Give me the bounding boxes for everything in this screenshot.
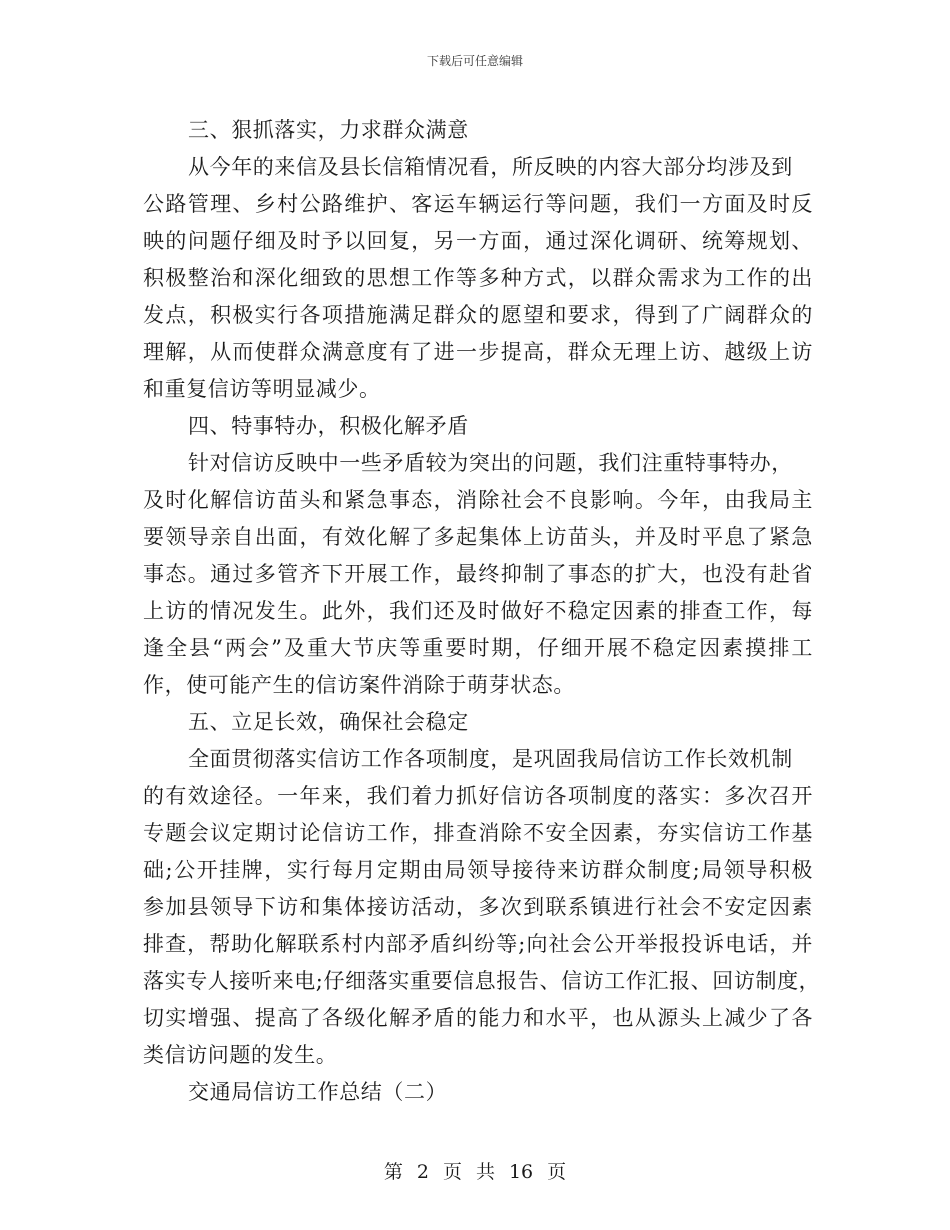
paragraph-line: 逢全县“两会”及重大节庆等重要时期，仔细开展不稳定因素摸排工 [143, 636, 813, 660]
paragraph-line: 切实增强、提高了各级化解矛盾的能力和水平，也从源头上减少了各 [143, 1006, 813, 1030]
paragraph-line: 础;公开挂牌，实行每月定期由局领导接待来访群众制度;局领导积极 [143, 858, 813, 882]
footer-prefix: 第 [383, 1161, 403, 1183]
paragraph-line: 针对信访反映中一些矛盾较为突出的问题，我们注重特事特办， [188, 451, 793, 475]
footer-page-label: 页 [442, 1161, 462, 1183]
paragraph-line: 全面贯彻落实信访工作各项制度，是巩固我局信访工作长效机制 [188, 747, 793, 771]
paragraph-line: 发点，积极实行各项措施满足群众的愿望和要求，得到了广阔群众的 [143, 303, 813, 327]
paragraph-line: 及时化解信访苗头和紧急事态，消除社会不良影响。今年，由我局主 [143, 488, 813, 512]
paragraph-line: 排查，帮助化解联系村内部矛盾纠纷等;向社会公开举报投诉电话，并 [143, 932, 813, 956]
paragraph-line: 积极整治和深化细致的思想工作等多种方式，以群众需求为工作的出 [143, 266, 813, 290]
section-heading: 五、立足长效，确保社会稳定 [188, 710, 469, 734]
paragraph-line: 参加县领导下访和集体接访活动，多次到联系镇进行社会不安定因素 [143, 895, 813, 919]
paragraph-line: 类信访问题的发生。 [143, 1043, 338, 1067]
page-footer [0, 1157, 950, 1184]
subtitle-heading: 交通局信访工作总结（二） [188, 1080, 448, 1104]
paragraph-line: 要领导亲自出面，有效化解了多起集体上访苗头，并及时平息了紧急 [143, 525, 813, 549]
footer-total-label: 共 [475, 1161, 495, 1183]
paragraph-line: 专题会议定期讨论信访工作，排查消除不安全因素，夯实信访工作基 [143, 821, 813, 845]
page-header: 下载后可任意编辑 [426, 54, 523, 68]
paragraph-line: 公路管理、乡村公路维护、客运车辆运行等问题，我们一方面及时反 [143, 192, 813, 216]
paragraph-line: 落实专人接听来电;仔细落实重要信息报告、信访工作汇报、回访制度， [143, 969, 821, 993]
paragraph-line: 上访的情况发生。此外，我们还及时做好不稳定因素的排查工作，每 [143, 599, 813, 623]
section-heading: 四、特事特办，积极化解矛盾 [188, 414, 469, 438]
paragraph-line: 的有效途径。一年来，我们着力抓好信访各项制度的落实：多次召开 [143, 784, 813, 808]
footer-total-pages: 16 [508, 1161, 534, 1183]
paragraph-line: 映的问题仔细及时予以回复，另一方面，通过深化调研、统筹规划、 [143, 229, 813, 253]
paragraph-line: 作，使可能产生的信访案件消除于萌芽状态。 [143, 673, 575, 697]
paragraph-line: 事态。通过多管齐下开展工作，最终抑制了事态的扩大，也没有赴省 [143, 562, 813, 586]
footer-suffix: 页 [547, 1161, 567, 1183]
footer-page-number: 2 [416, 1161, 429, 1183]
paragraph-line: 和重复信访等明显减少。 [143, 377, 381, 401]
paragraph-line: 理解，从而使群众满意度有了进一步提高，群众无理上访、越级上访 [143, 340, 813, 364]
paragraph-line: 从今年的来信及县长信箱情况看，所反映的内容大部分均涉及到 [188, 155, 793, 179]
section-heading: 三、狠抓落实，力求群众满意 [188, 118, 469, 142]
